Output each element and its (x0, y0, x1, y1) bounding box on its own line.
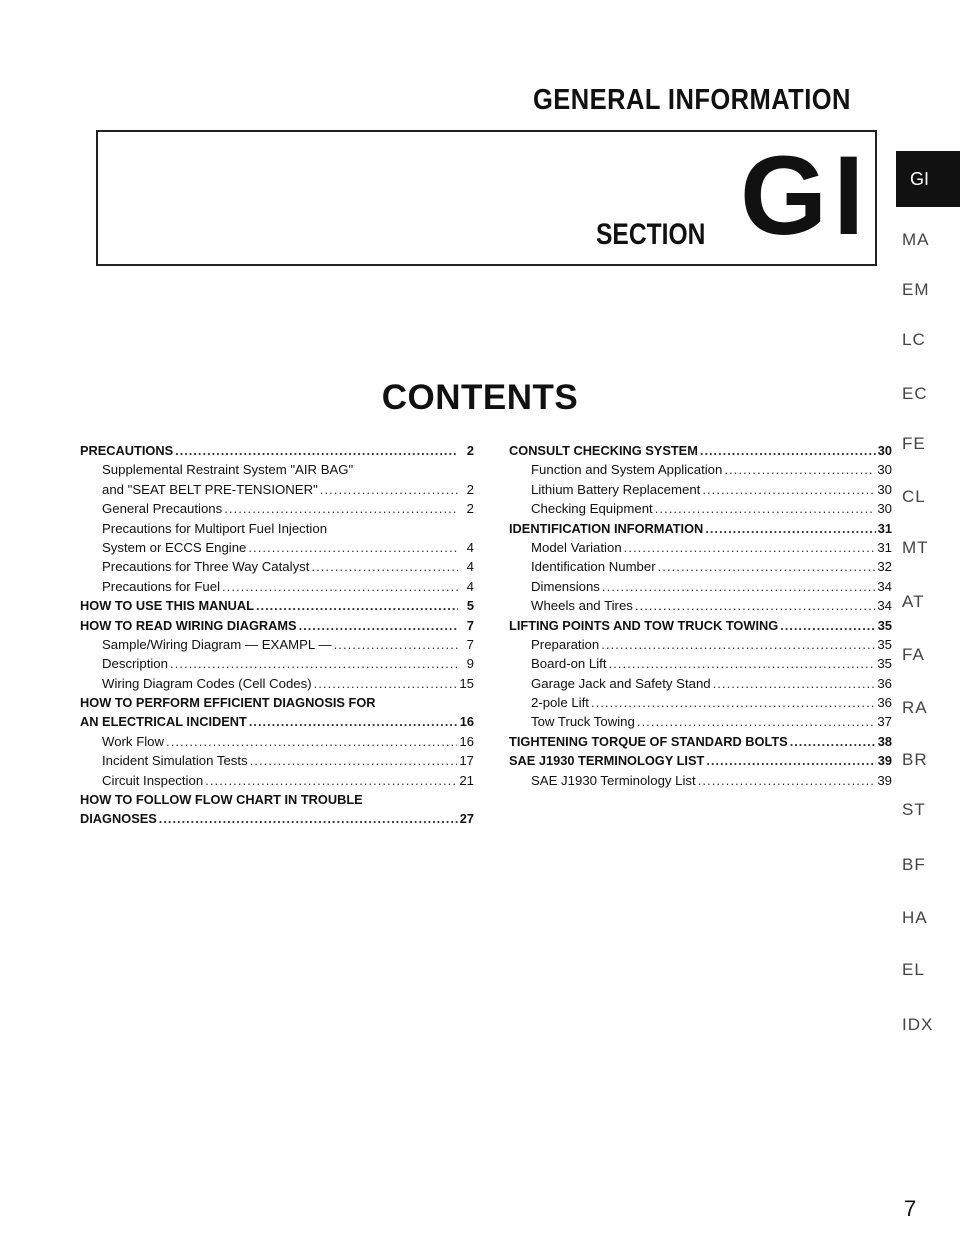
toc-entry-text: IDENTIFICATION INFORMATION (509, 520, 704, 536)
toc-entry-text: Incident Simulation Tests (102, 753, 248, 769)
toc-entry[interactable] (80, 635, 474, 654)
side-tab-br[interactable]: BR (902, 750, 928, 769)
toc-entry-text: Function and System Application (531, 462, 723, 478)
toc-entry[interactable] (509, 771, 892, 790)
toc-leader-dots (635, 596, 875, 615)
toc-leader-dots (601, 635, 875, 654)
toc-leader-dots (609, 654, 876, 673)
toc-entry[interactable] (509, 577, 892, 596)
toc-entry[interactable] (509, 480, 892, 499)
toc-leader-dots (314, 674, 458, 693)
toc-entry-page: 38 (877, 733, 892, 749)
toc-leader-dots (224, 499, 458, 518)
toc-entry[interactable] (80, 519, 474, 538)
toc-entry-page: 39 (877, 753, 892, 769)
toc-entry-text: Precautions for Three Way Catalyst (102, 559, 310, 575)
toc-entry-text: HOW TO PERFORM EFFICIENT DIAGNOSIS FOR (80, 695, 376, 711)
side-tab-st[interactable]: ST (902, 800, 926, 819)
side-tab-el[interactable]: EL (902, 960, 925, 979)
toc-left-column (80, 441, 474, 829)
toc-entry-page: 16 (459, 714, 474, 730)
toc-entry[interactable] (509, 654, 892, 673)
toc-entry[interactable] (509, 616, 892, 635)
toc-leader-dots (705, 519, 875, 538)
toc-entry-text: Garage Jack and Safety Stand (531, 675, 711, 691)
toc-leader-dots (637, 712, 875, 731)
toc-entry[interactable] (80, 712, 474, 731)
toc-entry[interactable] (509, 519, 892, 538)
toc-entry-text: Dimensions (531, 578, 600, 594)
side-tab-idx[interactable]: IDX (902, 1015, 934, 1034)
toc-leader-dots (222, 577, 458, 596)
toc-leader-dots (780, 616, 876, 635)
toc-leader-dots (159, 809, 458, 828)
toc-entry-page: 27 (459, 811, 474, 827)
toc-leader-dots (698, 771, 876, 790)
toc-entry-text: Sample/Wiring Diagram — EXAMPL — (102, 636, 332, 652)
toc-entry-text: Work Flow (102, 733, 165, 749)
side-tab-at[interactable]: AT (902, 592, 925, 611)
toc-leader-dots (334, 635, 458, 654)
toc-entry[interactable] (509, 499, 892, 518)
toc-entry-page: 15 (459, 675, 474, 691)
toc-entry[interactable] (80, 771, 474, 790)
toc-entry[interactable] (80, 596, 474, 615)
toc-entry-page: 35 (877, 636, 892, 652)
toc-leader-dots (249, 712, 458, 731)
toc-entry-page: 31 (877, 539, 892, 555)
toc-entry[interactable] (80, 790, 474, 809)
toc-entry-text: General Precautions (102, 501, 223, 517)
side-tab-ra[interactable]: RA (902, 698, 928, 717)
toc-entry[interactable] (80, 499, 474, 518)
toc-entry-page: 7 (466, 636, 474, 652)
toc-leader-dots (602, 577, 875, 596)
toc-entry-page: 34 (877, 578, 892, 594)
toc-entry-page: 7 (466, 617, 474, 633)
toc-entry-text: Tow Truck Towing (531, 714, 635, 730)
toc-entry-page: 30 (877, 481, 892, 497)
section-code: GI (740, 133, 871, 258)
toc-entry-text: LIFTING POINTS AND TOW TRUCK TOWING (509, 617, 779, 633)
toc-entry[interactable] (509, 674, 892, 693)
contents-title: CONTENTS (381, 378, 579, 417)
side-tab-lc[interactable]: LC (902, 330, 926, 349)
header-title: GENERAL INFORMATION (533, 84, 851, 116)
toc-leader-dots (591, 693, 875, 712)
toc-entry-text: and "SEAT BELT PRE-TENSIONER" (102, 481, 318, 497)
toc-entry[interactable] (80, 538, 474, 557)
section-word: SECTION (596, 218, 706, 251)
toc-leader-dots (299, 616, 458, 635)
toc-entry[interactable] (80, 674, 474, 693)
toc-entry-page: 30 (877, 501, 892, 517)
toc-entry-text: TIGHTENING TORQUE OF STANDARD BOLTS (509, 733, 788, 749)
toc-entry-text: Precautions for Multiport Fuel Injection (102, 520, 328, 536)
toc-entry-text: Description (102, 656, 168, 672)
toc-entry-page: 17 (459, 753, 474, 769)
toc-entry-page: 2 (466, 481, 474, 497)
toc-leader-dots (256, 596, 458, 615)
toc-entry-text: Precautions for Fuel (102, 578, 221, 594)
toc-entry-text: Lithium Battery Replacement (531, 481, 701, 497)
toc-entry-page: 9 (466, 656, 474, 672)
toc-entry-text: Supplemental Restraint System "AIR BAG" (102, 462, 354, 478)
toc-entry-page: 30 (877, 443, 892, 458)
toc-leader-dots (706, 751, 875, 770)
side-tab-fe[interactable]: FE (902, 434, 926, 453)
toc-leader-dots (702, 480, 875, 499)
toc-entry[interactable] (80, 732, 474, 751)
toc-entry-page: 35 (877, 617, 892, 633)
toc-entry-text: HOW TO FOLLOW FLOW CHART IN TROUBLE (80, 792, 363, 808)
toc-entry[interactable] (80, 693, 474, 712)
toc-entry-page: 4 (466, 539, 474, 555)
toc-entry-page: 2 (466, 443, 474, 458)
toc-entry-text: SAE J1930 Terminology List (531, 772, 696, 788)
toc-entry-text: Preparation (531, 636, 600, 652)
toc-entry[interactable] (80, 577, 474, 596)
toc-entry-page: 35 (877, 656, 892, 672)
toc-leader-dots (624, 538, 876, 557)
toc-entry[interactable] (509, 460, 892, 479)
toc-entry-text: DIAGNOSES (80, 811, 157, 827)
toc-entry-page: 34 (877, 598, 892, 614)
side-tab-ma[interactable]: MA (902, 230, 930, 249)
toc-leader-dots (250, 751, 458, 770)
toc-entry-page: 30 (877, 462, 892, 478)
toc-entry-text: System or ECCS Engine (102, 539, 247, 555)
toc-entry-text: Checking Equipment (531, 501, 653, 517)
toc-entry-text: Model Variation (531, 539, 622, 555)
toc-entry-text: CONSULT CHECKING SYSTEM (509, 443, 698, 458)
toc-entry-page: 4 (466, 559, 474, 575)
toc-entry-text: Board-on Lift (531, 656, 607, 672)
toc-leader-dots (166, 732, 457, 751)
toc-entry[interactable] (80, 557, 474, 576)
side-tab-em[interactable]: EM (902, 280, 930, 299)
toc-entry-text: HOW TO READ WIRING DIAGRAMS (80, 617, 297, 633)
toc-entry-text: AN ELECTRICAL INCIDENT (80, 714, 247, 730)
toc-right-column (509, 441, 892, 790)
toc-entry-text: HOW TO USE THIS MANUAL (80, 598, 254, 614)
toc-entry[interactable] (509, 596, 892, 615)
toc-entry[interactable] (509, 751, 892, 770)
toc-entry-page: 31 (877, 520, 892, 536)
toc-leader-dots (713, 674, 876, 693)
toc-entry-page: 32 (877, 559, 892, 575)
toc-leader-dots (320, 480, 458, 499)
page-number: 7 (904, 1196, 917, 1221)
side-tab-mt[interactable]: MT (902, 538, 929, 557)
toc-entry-page: 37 (877, 714, 892, 730)
toc-entry[interactable] (80, 480, 474, 499)
toc-entry-text: Circuit Inspection (102, 772, 204, 788)
toc-leader-dots (700, 441, 876, 460)
toc-leader-dots (790, 732, 876, 751)
toc-entry[interactable] (509, 693, 892, 712)
toc-entry[interactable] (509, 635, 892, 654)
toc-leader-dots (311, 557, 458, 576)
toc-entry[interactable] (80, 441, 474, 460)
toc-entry-page: 36 (877, 675, 892, 691)
toc-entry-text: Identification Number (531, 559, 656, 575)
side-tab-fa[interactable]: FA (902, 645, 925, 664)
toc-entry[interactable] (509, 557, 892, 576)
toc-leader-dots (248, 538, 458, 557)
toc-entry-text: Wiring Diagram Codes (Cell Codes) (102, 675, 312, 691)
toc-entry-page: 4 (466, 578, 474, 594)
toc-entry-page: 21 (459, 772, 474, 788)
toc-entry[interactable] (80, 654, 474, 673)
side-tab-ha[interactable]: HA (902, 908, 928, 927)
side-tab-active[interactable]: GI (896, 151, 960, 207)
toc-entry-text: SAE J1930 TERMINOLOGY LIST (509, 753, 705, 769)
side-tab-ec[interactable]: EC (902, 384, 928, 403)
toc-entry-text: Wheels and Tires (531, 598, 633, 614)
toc-entry[interactable] (80, 751, 474, 770)
toc-entry[interactable] (80, 460, 474, 479)
toc-entry-page: 5 (466, 598, 474, 614)
toc-entry[interactable] (509, 712, 892, 731)
toc-entry-text: PRECAUTIONS (80, 443, 174, 458)
toc-entry-text: 2-pole Lift (531, 695, 589, 711)
toc-entry[interactable] (509, 441, 892, 460)
toc-entry-page: 2 (466, 501, 474, 517)
side-tab-bf[interactable]: BF (902, 855, 926, 874)
side-tab-cl[interactable]: CL (902, 487, 926, 506)
toc-leader-dots (205, 771, 457, 790)
toc-entry[interactable] (509, 538, 892, 557)
toc-entry[interactable] (509, 732, 892, 751)
toc-leader-dots (655, 499, 876, 518)
toc-entry[interactable] (80, 809, 474, 828)
toc-leader-dots (175, 441, 458, 460)
toc-leader-dots (658, 557, 876, 576)
toc-entry-page: 36 (877, 695, 892, 711)
toc-entry[interactable] (80, 616, 474, 635)
toc-entry-page: 39 (877, 772, 892, 788)
toc-leader-dots (724, 460, 875, 479)
toc-leader-dots (170, 654, 458, 673)
toc-entry-page: 16 (459, 733, 474, 749)
